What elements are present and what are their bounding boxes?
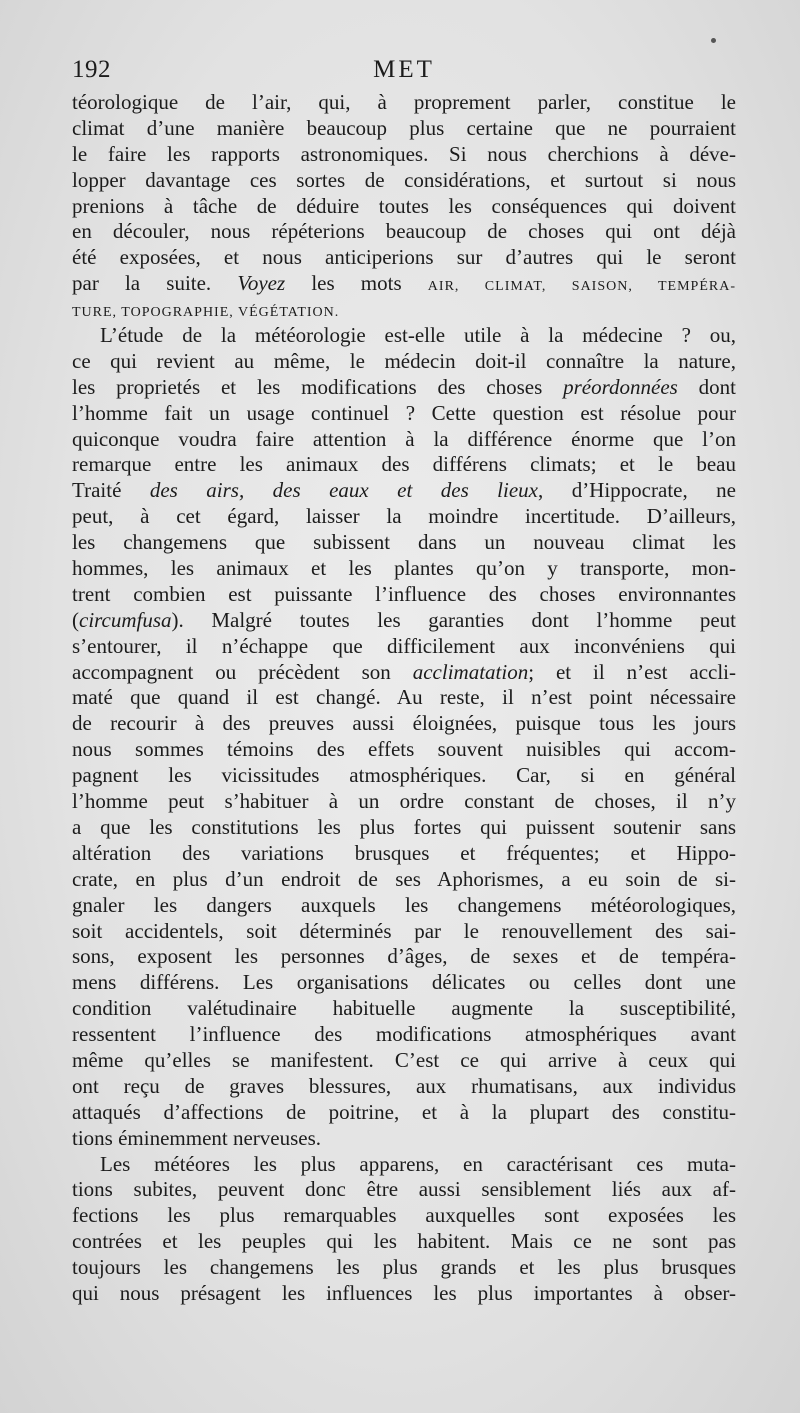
text-segment: attaqués d’affections de poitrine, et à la plupart des constitu- <box>72 1099 736 1124</box>
text-line <box>72 168 736 194</box>
text-segment: ce qui revient au même, le médecin doit-il connaître la nature, <box>72 348 736 373</box>
text-segment: L’étude de la météorologie est-elle utile à la médecine ? ou, <box>100 323 736 348</box>
ink-spot <box>711 38 716 43</box>
text-line <box>72 685 736 711</box>
text-line <box>72 297 736 323</box>
text-segment: , d’Hippocrate, ne <box>538 478 736 503</box>
text-segment: les mots <box>285 271 428 296</box>
text-line <box>72 815 736 841</box>
text-segment: crate, en plus d’un endroit de ses Aphorismes, a eu soin de si- <box>72 866 736 891</box>
text-segment: le faire les rapports astronomiques. Si nous cherchions à déve- <box>72 141 736 166</box>
italic-text: acclimatation <box>412 659 529 684</box>
running-head: MET <box>373 56 435 83</box>
text-segment: s’entourer, il n’échappe que difficilement aux inconvéniens qui <box>72 633 736 658</box>
italic-text: des airs, des eaux et des lieux <box>149 478 538 503</box>
text-line <box>72 375 736 401</box>
text-line <box>72 349 736 375</box>
text-line <box>72 582 736 608</box>
text-segment: dont <box>677 374 736 399</box>
text-line <box>72 608 736 634</box>
small-caps-text: AIR, CLIMAT, SAISON, TEMPÉRA- <box>427 279 736 295</box>
text-line <box>72 634 736 660</box>
text-line <box>72 1255 736 1281</box>
text-line <box>72 427 736 453</box>
text-segment: trent combien est puissante l’influence des choses environnantes <box>72 581 736 606</box>
text-line <box>72 478 736 504</box>
text-line <box>72 763 736 789</box>
text-line <box>72 970 736 996</box>
text-line <box>72 1126 736 1152</box>
text-segment: ont reçu de graves blessures, aux rhumatisans, aux individus <box>72 1073 736 1098</box>
text-segment: maté que quand il est changé. Au reste, il n’est point nécessaire <box>72 685 736 710</box>
text-segment: par la suite. <box>72 271 238 296</box>
italic-text: circumfusa <box>79 607 172 632</box>
text-segment: remarque entre les animaux des différens climats; et le beau <box>72 452 736 477</box>
text-line <box>72 711 736 737</box>
text-segment: téorologique de l’air, qui, à proprement parler, constitue le <box>72 90 736 114</box>
text-segment: hommes, les animaux et les plantes qu’on y transporte, mon- <box>72 556 736 581</box>
text-segment: fections les plus remarquables auxquelles sont exposées les <box>72 1203 736 1228</box>
text-line <box>72 1022 736 1048</box>
text-segment: de recourir à des preuves aussi éloignées, puisque tous les jours <box>72 711 736 736</box>
italic-text: Voyez <box>237 271 286 296</box>
text-segment: l’homme fait un usage continuel ? Cette question est résolue pour <box>72 400 736 425</box>
text-segment: tions éminemment nerveuses. <box>72 1125 322 1150</box>
text-line <box>72 660 736 686</box>
text-line <box>72 737 736 763</box>
text-segment: qui nous présagent les influences les plus importantes à obser- <box>72 1280 736 1305</box>
text-segment: Traité <box>72 478 150 503</box>
text-line <box>72 1281 736 1307</box>
text-line <box>72 116 736 142</box>
text-segment: quiconque voudra faire attention à la différence énorme que l’on <box>72 426 736 451</box>
text-segment: a que les constitutions les plus fortes qui puissent soutenir sans <box>72 814 736 839</box>
text-line <box>72 504 736 530</box>
text-line <box>72 893 736 919</box>
text-segment: les changemens que subissent dans un nouveau climat les <box>72 530 736 555</box>
text-segment: accompagnent ou précèdent son <box>72 659 413 684</box>
text-segment: Les météores les plus apparens, en caractérisant ces muta- <box>100 1151 736 1176</box>
text-line <box>72 1074 736 1100</box>
text-segment: ressentent l’influence des modifications atmosphériques avant <box>72 1022 736 1047</box>
text-line <box>72 789 736 815</box>
text-segment: sons, exposent les personnes d’âges, de sexes et de tempéra- <box>72 944 736 969</box>
text-segment: soit accidentels, soit déterminés par le renouvellement des sai- <box>72 918 736 943</box>
text-segment: altération des variations brusques et fréquentes; et Hippo- <box>72 840 736 865</box>
text-line <box>72 1229 736 1255</box>
text-segment: prenions à tâche de déduire toutes les conséquences qui doivent <box>72 193 736 218</box>
text-segment: tions subites, peuvent donc être aussi sensiblement liés aux af- <box>72 1177 736 1202</box>
text-line <box>72 996 736 1022</box>
text-line <box>72 452 736 478</box>
text-segment: ; et il n’est accli- <box>528 659 736 684</box>
text-line <box>72 1100 736 1126</box>
text-line <box>72 530 736 556</box>
page-header <box>72 56 736 90</box>
text-segment: nous sommes témoins des effets souvent nuisibles qui accom- <box>72 737 736 762</box>
text-segment: été exposées, et nous anticiperions sur d’autres qui le seront <box>72 245 736 270</box>
text-segment: peut, à cet égard, laisser la moindre incertitude. D’ailleurs, <box>72 504 736 529</box>
text-segment: en découler, nous répéterions beaucoup de choses qui ont déjà <box>72 219 736 244</box>
text-line <box>72 919 736 945</box>
text-line <box>72 323 736 349</box>
text-segment: ). Malgré toutes les garanties dont l’homme peut <box>171 607 736 632</box>
text-line <box>72 944 736 970</box>
text-line <box>72 1152 736 1178</box>
body-text <box>72 90 736 1307</box>
text-segment: pagnent les vicissitudes atmosphériques. Car, si en général <box>72 763 736 788</box>
text-segment: les proprietés et les modifications des choses <box>72 374 564 399</box>
text-line <box>72 867 736 893</box>
text-segment: même qu’elles se manifestent. C’est ce qui arrive à ceux qui <box>72 1047 736 1072</box>
text-segment: ( <box>72 607 79 632</box>
text-line <box>72 1177 736 1203</box>
text-segment: toujours les changemens les plus grands et les plus brusques <box>72 1255 736 1280</box>
text-line <box>72 219 736 245</box>
italic-text: préordonnées <box>563 374 678 399</box>
text-line <box>72 271 736 297</box>
text-segment: climat d’une manière beaucoup plus certaine que ne pourraient <box>72 115 736 140</box>
page-number: 192 <box>72 56 111 83</box>
text-line <box>72 142 736 168</box>
text-line <box>72 1048 736 1074</box>
text-line <box>72 245 736 271</box>
text-segment: l’homme peut s’habituer à un ordre constant de choses, il n’y <box>72 789 736 814</box>
text-segment: condition valétudinaire habituelle augmente la susceptibilité, <box>72 996 736 1021</box>
text-segment: gnaler les dangers auxquels les changemens météorologiques, <box>72 892 736 917</box>
text-line <box>72 1203 736 1229</box>
small-caps-text: TURE, TOPOGRAPHIE, VÉGÉTATION. <box>72 305 340 321</box>
text-segment: contrées et les peuples qui les habitent. Mais ce ne sont pas <box>72 1229 736 1254</box>
text-line <box>72 556 736 582</box>
text-line <box>72 841 736 867</box>
text-segment: mens différens. Les organisations délicates ou celles dont une <box>72 970 736 995</box>
text-line <box>72 90 736 116</box>
text-line <box>72 401 736 427</box>
text-line <box>72 194 736 220</box>
text-segment: lopper davantage ces sortes de considérations, et surtout si nous <box>72 167 736 192</box>
